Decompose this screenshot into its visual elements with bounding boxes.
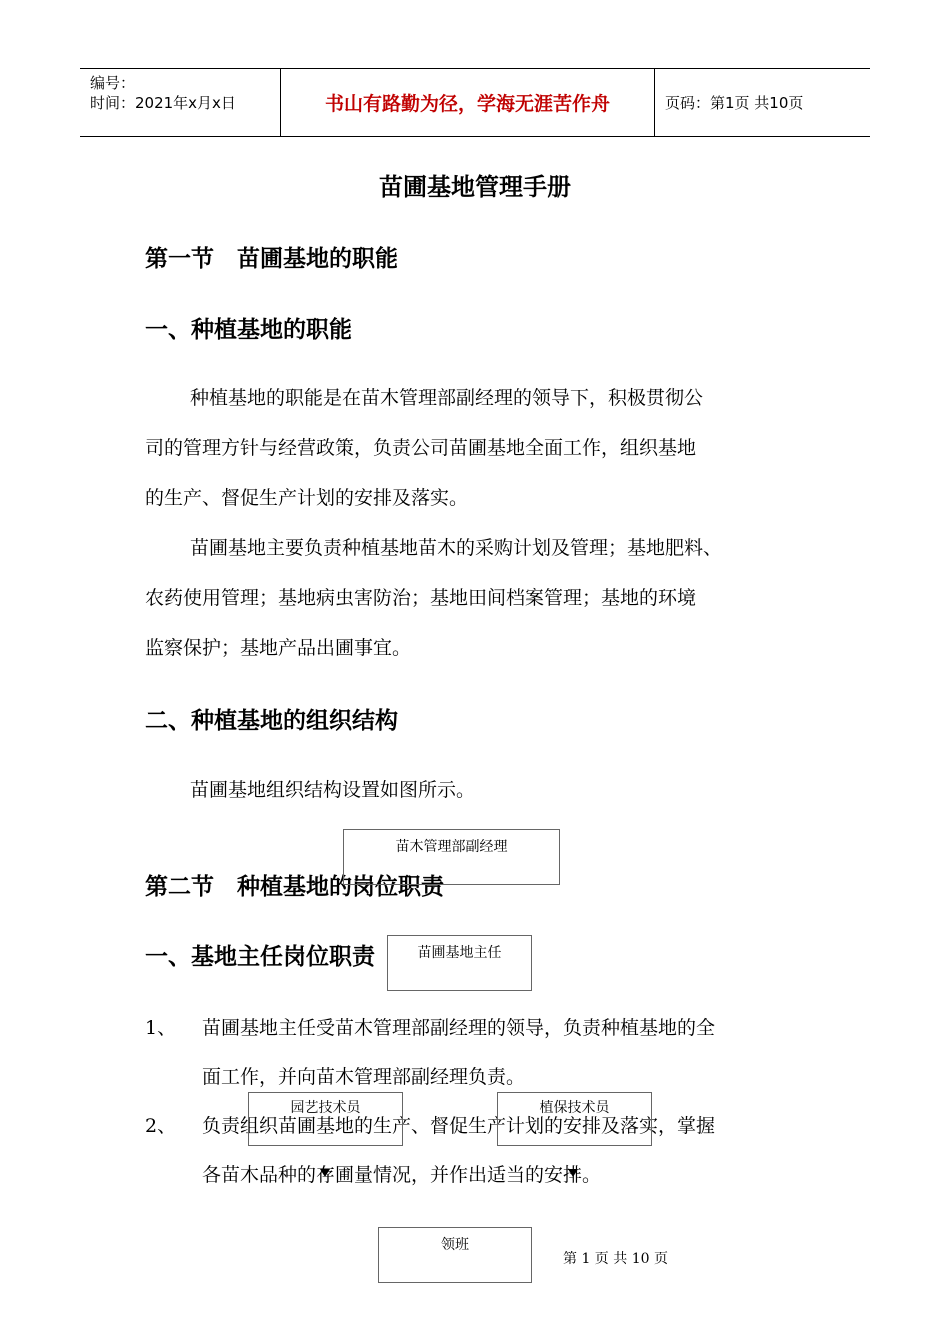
header-meta xyxy=(80,69,280,136)
list-item-line: 苗圃基地主任受苗木管理部副经理的领导，负责种植基地的全 xyxy=(202,1017,716,1039)
org-box-tech2: 植保技术员 xyxy=(497,1092,652,1146)
org-box-top: 苗木管理部副经理 xyxy=(343,829,560,885)
paragraph-line: 种植基地的职能是在苗木管理部副经理的领导下，积极贯彻公 xyxy=(190,387,704,409)
org-box-director: 苗圃基地主任 xyxy=(387,935,532,991)
document-number: 编号： xyxy=(90,74,136,92)
section1-sub1-heading: 一、种植基地的职能 xyxy=(145,317,352,343)
section2-heading: 第二节 种植基地的岗位职责 xyxy=(145,874,444,900)
paragraph-line: 苗圃基地主要负责种植基地苗木的采购计划及管理；基地肥料、 xyxy=(190,537,723,559)
paragraph-line: 苗圃基地组织结构设置如图所示。 xyxy=(190,779,476,801)
section2-sub1-heading: 一、基地主任岗位职责 xyxy=(145,944,375,970)
list-item-line: 各苗木品种的存圃量情况，并作出适当的安排。 xyxy=(202,1164,602,1186)
document-title: 苗圃基地管理手册 xyxy=(379,173,571,201)
list-item-line: 负责组织苗圃基地的生产、督促生产计划的安排及落实，掌握 xyxy=(202,1115,716,1137)
org-box-leader: 领班 xyxy=(378,1227,532,1283)
section1-sub2-heading: 二、种植基地的组织结构 xyxy=(145,708,398,734)
header-motto: 书山有路勤为径，学海无涯苦作舟 xyxy=(280,69,655,136)
org-box-tech1: 园艺技术员 xyxy=(248,1092,403,1146)
list-item-line: 面工作，并向苗木管理部副经理负责。 xyxy=(202,1066,526,1088)
page-footer: 第 1 页 共 10 页 xyxy=(563,1251,668,1267)
document-time: 时间：2021年x月x日 xyxy=(90,94,236,112)
paragraph-line: 监察保护；基地产品出圃事宜。 xyxy=(145,637,412,659)
header-page-info: 页码：第1页 共10页 xyxy=(665,94,804,112)
paragraph-line: 农药使用管理；基地病虫害防治；基地田间档案管理；基地的环境 xyxy=(145,587,697,609)
org-arrow xyxy=(568,1169,578,1177)
list-number: 1、 xyxy=(145,1017,177,1039)
list-number: 2、 xyxy=(145,1115,177,1137)
section1-heading: 第一节 苗圃基地的职能 xyxy=(145,246,398,272)
page-header xyxy=(80,68,870,137)
paragraph-line: 的生产、督促生产计划的安排及落实。 xyxy=(145,487,469,509)
org-arrow xyxy=(320,1169,330,1177)
paragraph-line: 司的管理方针与经营政策，负责公司苗圃基地全面工作，组织基地 xyxy=(145,437,697,459)
